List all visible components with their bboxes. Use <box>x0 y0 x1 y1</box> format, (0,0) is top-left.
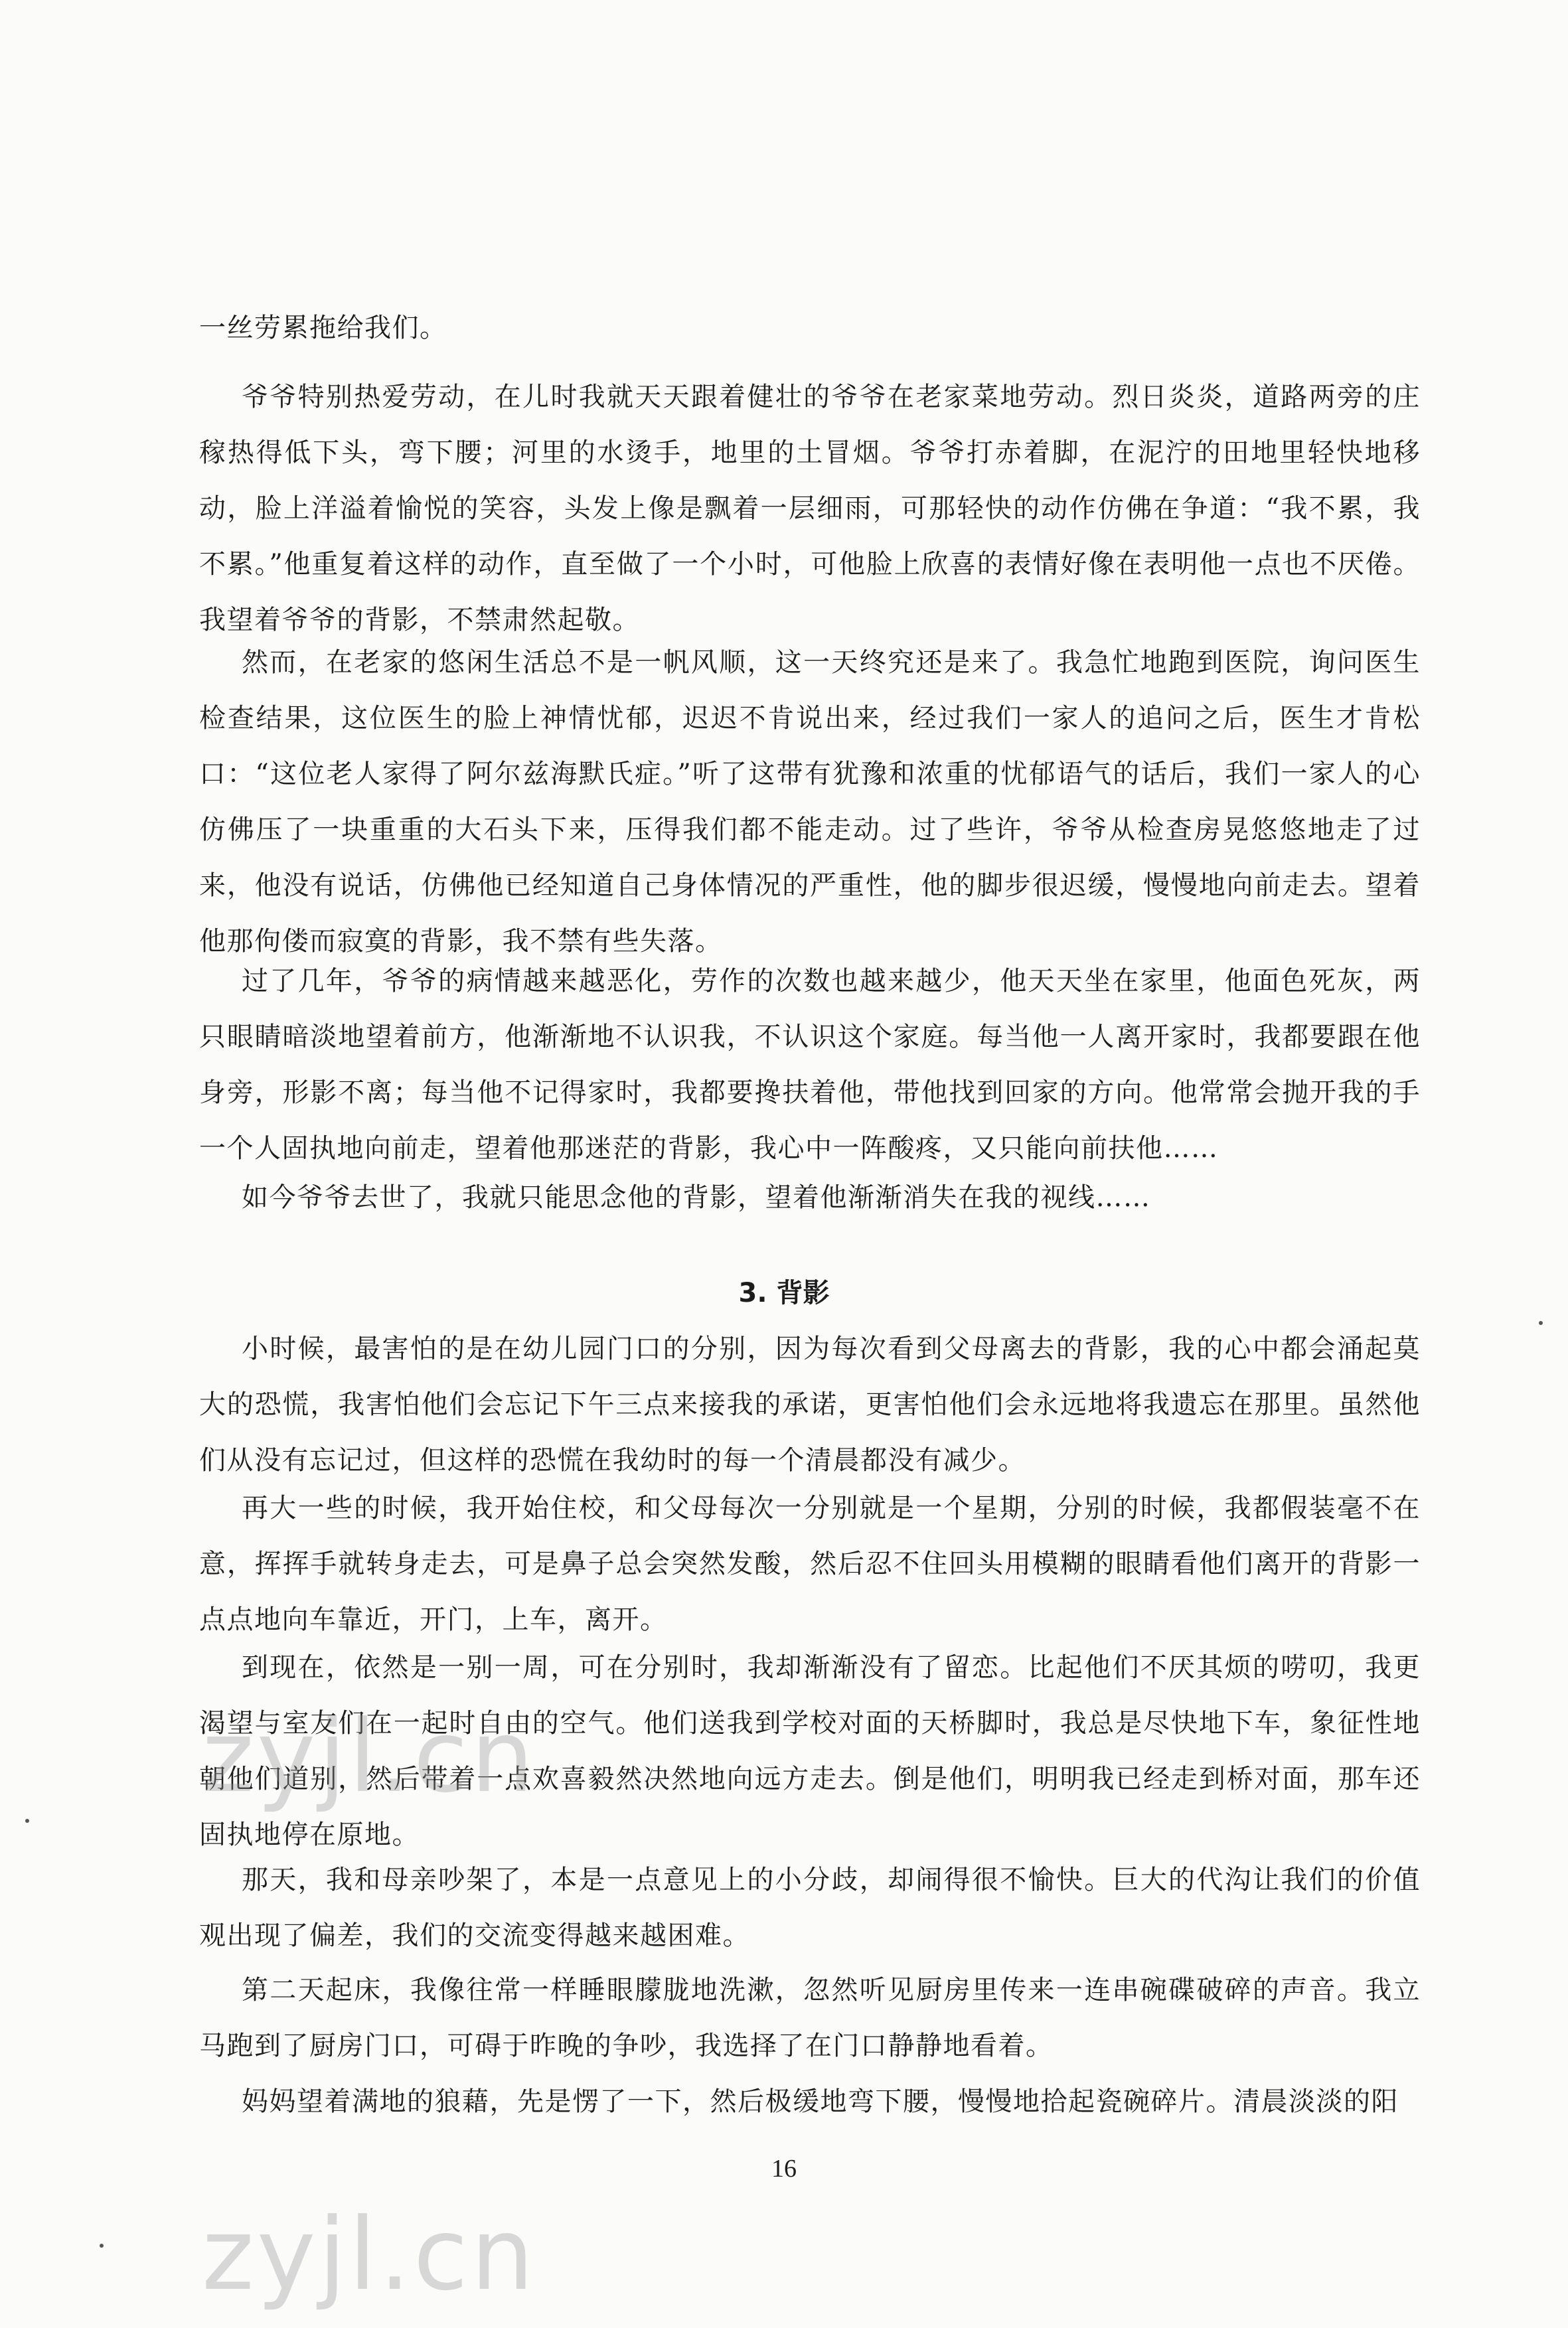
section-paragraph-6: 妈妈望着满地的狼藉，先是愣了一下，然后极缓地弯下腰，慢慢地拾起瓷碗碎片。清晨淡淡的阳 <box>242 2086 1399 2117</box>
watermark: zyjl.cn <box>202 2197 537 2313</box>
paragraph-2: 爷爷特别热爱劳动，在儿时我就天天跟着健壮的爷爷在老家菜地劳动。烈日炎炎，道路两旁的庄稼热得低下头，弯下腰；河里的水烫手，地里的土冒烟。爷爷打赤着脚，在泥泞的田地里轻快地移动，脸上洋溢着愉悦的笑容，头发上像是飘着一层细雨，可那轻快的动作仿佛在争道：“我不累，我不累。”他重复着这样的动作，直至做了一个小时，可他脸上欣喜的表情好像在表明他一点也不厌倦。我望着爷爷的背影，不禁肃然起敬。 <box>199 382 1421 635</box>
paragraph-1: 一丝劳累拖给我们。 <box>199 313 447 343</box>
page-number: 16 <box>771 2155 797 2183</box>
paragraph-3: 然而，在老家的悠闲生活总不是一帆风顺，这一天终究还是来了。我急忙地跑到医院，询问医生检查结果，这位医生的脸上神情忧郁，迟迟不肯说出来，经过我们一家人的追问之后，医生才肯松口：“这位老人家得了阿尔兹海默氏症。”听了这带有犹豫和浓重的忧郁语气的话后，我们一家人的心仿佛压了一块重重的大石头下来，压得我们都不能走动。过了些许，爷爷从检查房晃悠悠地走了过来，他没有说话，仿佛他已经知道自己身体情况的严重性，他的脚步很迟缓，慢慢地向前走去。望着他那佝偻而寂寞的背影，我不禁有些失落。 <box>199 647 1421 957</box>
scan-speck <box>1539 1321 1543 1325</box>
section-paragraph-3: 到现在，依然是一别一周，可在分别时，我却渐渐没有了留恋。比起他们不厌其烦的唠叨，我更渴望与室友们在一起时自由的空气。他们送我到学校对面的天桥脚时，我总是尽快地下车，象征性地朝他们道别，然后带着一点欢喜毅然决然地向远方走去。倒是他们，明明我已经走到桥对面，那车还固执地停在原地。 <box>199 1652 1421 1850</box>
section-paragraph-1: 小时候，最害怕的是在幼儿园门口的分别，因为每次看到父母离去的背影，我的心中都会涌起莫大的恐慌，我害怕他们会忘记下午三点来接我的承诺，更害怕他们会永远地将我遗忘在那里。虽然他们从没有忘记过，但这样的恐慌在我幼时的每一个清晨都没有减少。 <box>199 1334 1421 1476</box>
section-paragraph-5: 第二天起床，我像往常一样睡眼朦胧地洗漱，忽然听见厨房里传来一连串碗碟破碎的声音。我立马跑到了厨房门口，可碍于昨晚的争吵，我选择了在门口静静地看着。 <box>199 1975 1421 2061</box>
paragraph-5: 如今爷爷去世了，我就只能思念他的背影，望着他渐渐消失在我的视线…… <box>242 1182 1151 1213</box>
scan-speck <box>100 2244 104 2248</box>
watermark: zyjl.cn <box>202 1699 537 1815</box>
scan-speck <box>25 1819 29 1823</box>
section-paragraph-4: 那天，我和母亲吵架了，本是一点意见上的小分歧，却闹得很不愉快。巨大的代沟让我们的价值观出现了偏差，我们的交流变得越来越困难。 <box>199 1865 1421 1951</box>
section-title: 3. 背影 <box>738 1278 830 1308</box>
section-paragraph-2: 再大一些的时候，我开始住校，和父母每次一分别就是一个星期，分别的时候，我都假装毫不在意，挥挥手就转身走去，可是鼻子总会突然发酸，然后忍不住回头用模糊的眼睛看他们离开的背影一点点地向车靠近，开门，上车，离开。 <box>199 1493 1421 1635</box>
paragraph-4: 过了几年，爷爷的病情越来越恶化，劳作的次数也越来越少，他天天坐在家里，他面色死灰，两只眼睛暗淡地望着前方，他渐渐地不认识我，不认识这个家庭。每当他一人离开家时，我都要跟在他身旁，形影不离；每当他不记得家时，我都要搀扶着他，带他找到回家的方向。他常常会抛开我的手一个人固执地向前走，望着他那迷茫的背影，我心中一阵酸疼，又只能向前扶他…… <box>199 966 1421 1164</box>
